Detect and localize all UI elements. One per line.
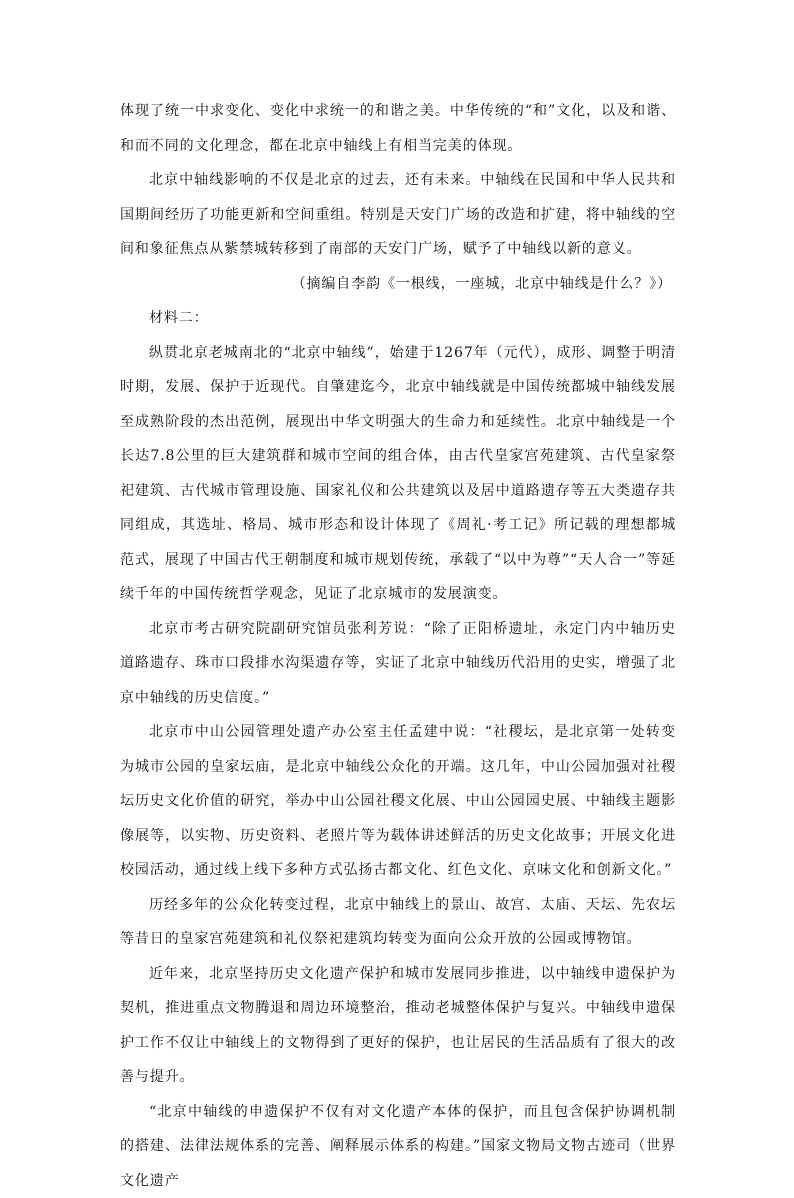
document-body bbox=[120, 94, 676, 1198]
paragraph-quote-meng: 北京市中山公园管理处遗产办公室主任孟建中说：“社稷坛，是北京第一处转变为城市公园的皇家坛庙，是北京中轴线公众化的开端。这几年，中山公园加强对社稷坛历史文化价值的研究，举办中山公园社稷文化展、中山公园园史展、中轴线主题影像展等，以实物、历史资料、老照片等为载体讲述鲜活的历史文化故事；开展文化进校园活动，通过线上线下多种方式弘扬古都文化、红色文化、京味文化和创新文化。” bbox=[120, 715, 676, 888]
source-citation: （摘编自李韵《一根线，一座城，北京中轴线是什么？》） bbox=[120, 267, 676, 302]
paragraph-continued: 体现了统一中求变化、变化中求统一的和谐之美。中华传统的“和”文化，以及和谐、和而不同的文化理念，都在北京中轴线上有相当完美的体现。 bbox=[120, 94, 676, 163]
paragraph-quote-heritage: “北京中轴线的申遗保护不仅有对文化遗产本体的保护，而且包含保护协调机制的搭建、法律法规体系的完善、阐释展示体系的构建。”国家文物局文物古迹司（世界文化遗产 bbox=[120, 1095, 676, 1198]
material-heading: 材料二： bbox=[120, 301, 676, 336]
paragraph-public-transition: 历经多年的公众化转变过程，北京中轴线上的景山、故宫、太庙、天坛、先农坛等昔日的皇家宫苑建筑和礼仪祭祀建筑均转变为面向公众开放的公园或博物馆。 bbox=[120, 888, 676, 957]
paragraph-axis-future: 北京中轴线影响的不仅是北京的过去，还有未来。中轴线在民国和中华人民共和国期间经历了功能更新和空间重组。特别是天安门广场的改造和扩建，将中轴线的空间和象征焦点从紫禁城转移到了南部的天安门广场，赋予了中轴线以新的意义。 bbox=[120, 163, 676, 267]
paragraph-protection: 近年来，北京坚持历史文化遗产保护和城市发展同步推进，以中轴线申遗保护为契机，推进重点文物腾退和周边环境整治，推动老城整体保护与复兴。中轴线申遗保护工作不仅让中轴线上的文物得到了更好的保护，也让居民的生活品质有了很大的改善与提升。 bbox=[120, 957, 676, 1095]
paragraph-axis-history: 纵贯北京老城南北的“北京中轴线”，始建于1267年（元代），成形、调整于明清时期，发展、保护于近现代。自肇建迄今，北京中轴线就是中国传统都城中轴线发展至成熟阶段的杰出范例，展现出中华文明强大的生命力和延续性。北京中轴线是一个长达7.8公里的巨大建筑群和城市空间的组合体，由古代皇家宫苑建筑、古代皇家祭祀建筑、古代城市管理设施、国家礼仪和公共建筑以及居中道路遗存等五大类遗存共同组成，其选址、格局、城市形态和设计体现了《周礼·考工记》所记载的理想都城范式，展现了中国古代王朝制度和城市规划传统，承载了“以中为尊”“天人合一”等延续千年的中国传统哲学观念，见证了北京城市的发展演变。 bbox=[120, 336, 676, 612]
paragraph-quote-zhang: 北京市考古研究院副研究馆员张利芳说：“除了正阳桥遗址，永定门内中轴历史道路遗存、珠市口段排水沟渠遗存等，实证了北京中轴线历代沿用的史实，增强了北京中轴线的历史信度。” bbox=[120, 612, 676, 716]
